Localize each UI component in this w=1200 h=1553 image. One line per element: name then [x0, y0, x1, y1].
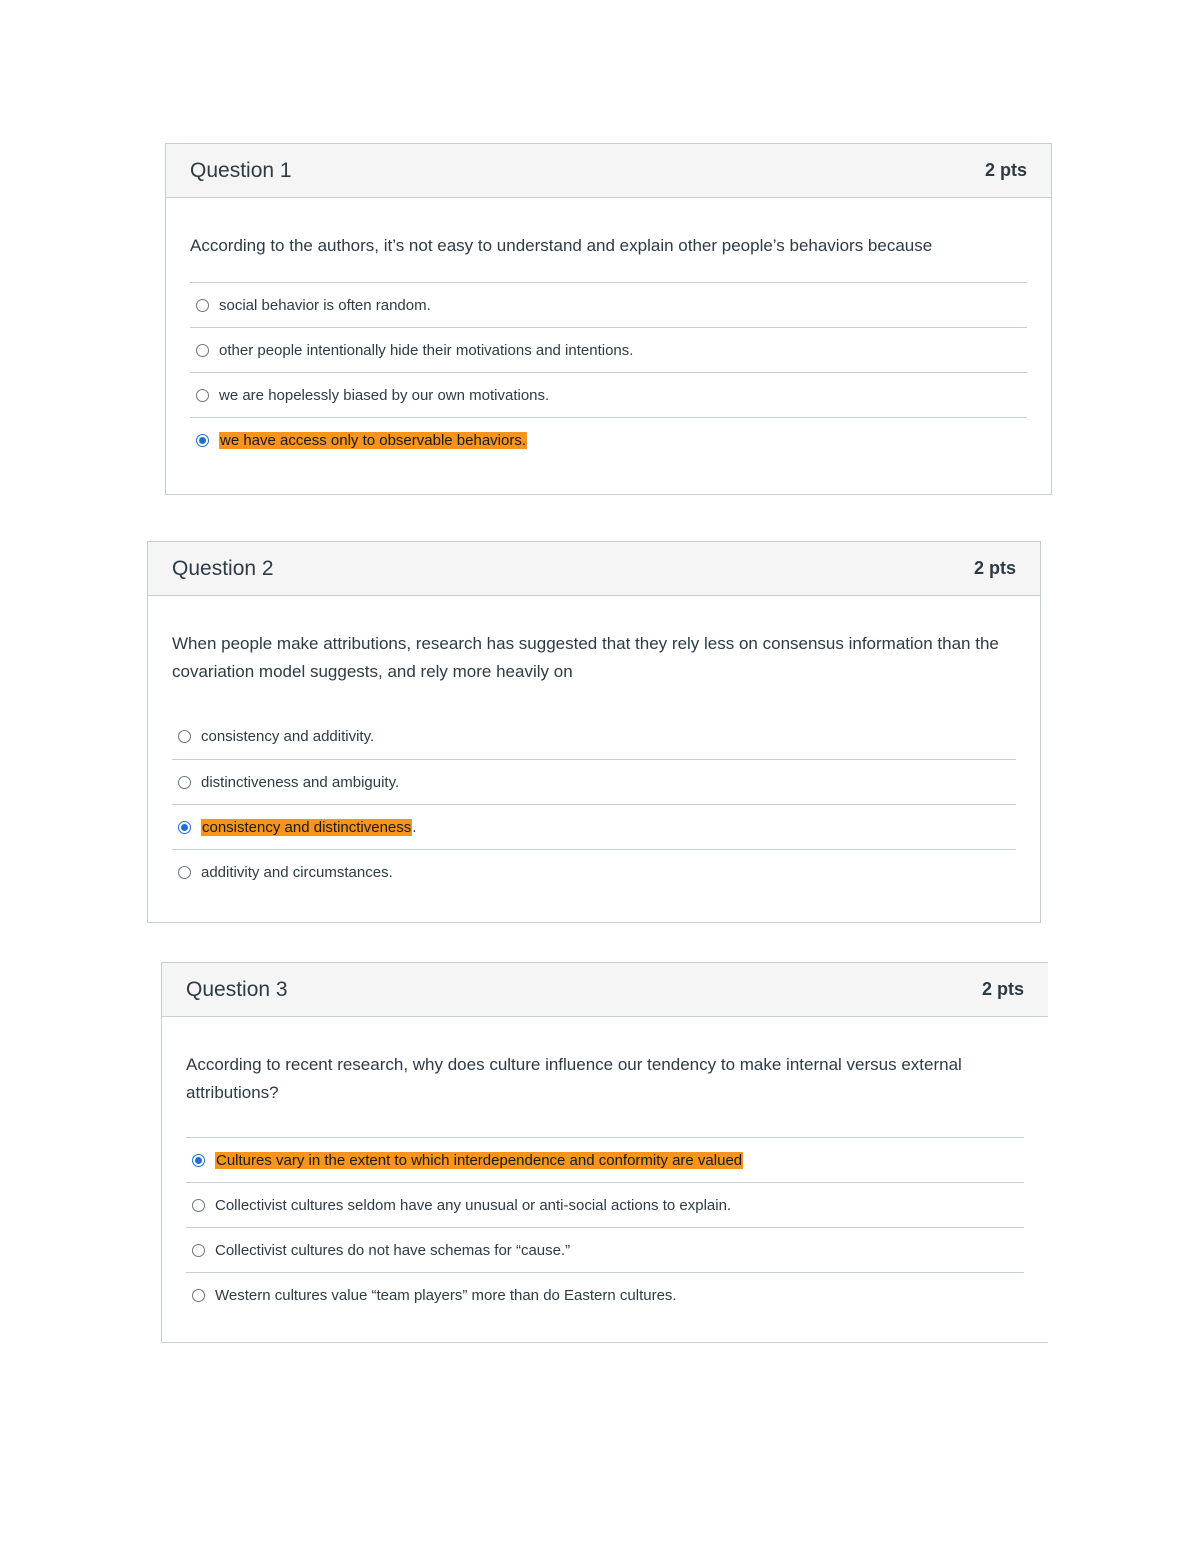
question-body [162, 1017, 1048, 1317]
question-2-card [147, 541, 1041, 923]
radio-button-icon[interactable] [196, 299, 209, 312]
question-title: Question 1 [190, 158, 292, 182]
question-points: 2 pts [984, 160, 1027, 180]
question-header [166, 144, 1051, 198]
answer-list [186, 1137, 1024, 1317]
answer-label: other people intentionally hide their motivations and intentions. [219, 341, 634, 359]
answer-label-highlighted: we have access only to observable behaviors. [220, 431, 527, 449]
question-points: 2 pts [973, 558, 1016, 578]
question-body [166, 198, 1051, 462]
radio-button-icon[interactable] [196, 344, 209, 357]
radio-button-icon[interactable] [196, 389, 209, 402]
radio-button-icon[interactable] [192, 1244, 205, 1257]
answer-label: Collectivist cultures do not have schemas for “cause.” [215, 1241, 571, 1259]
answer-list [190, 282, 1027, 462]
question-points: 2 pts [981, 979, 1024, 999]
answer-label: social behavior is often random. [219, 296, 431, 314]
question-header [162, 963, 1048, 1017]
answer-option-selected[interactable] [190, 417, 1027, 462]
answer-option[interactable] [172, 714, 1016, 759]
question-title: Question 2 [172, 556, 274, 580]
answer-label: consistency and additivity. [201, 728, 375, 745]
answer-option-selected[interactable] [172, 804, 1016, 849]
answer-label: additivity and circumstances. [201, 863, 393, 881]
radio-selected-icon[interactable] [178, 821, 191, 834]
answer-label-suffix: . [412, 818, 417, 836]
answer-label-highlighted: consistency and distinctiveness [202, 818, 412, 836]
radio-button-icon[interactable] [178, 730, 191, 743]
answer-label: Collectivist cultures seldom have any unusual or anti-social actions to explain. [215, 1196, 732, 1214]
radio-button-icon[interactable] [178, 866, 191, 879]
answer-option[interactable] [186, 1227, 1024, 1272]
question-text: According to recent research, why does culture influence our tendency to make internal versus external attributions? [186, 1055, 962, 1102]
radio-button-icon[interactable] [192, 1199, 205, 1212]
radio-button-icon[interactable] [192, 1289, 205, 1302]
answer-label-group [201, 819, 416, 836]
question-body [148, 596, 1040, 894]
question-header [148, 542, 1040, 596]
radio-selected-icon[interactable] [196, 434, 209, 447]
answer-option[interactable] [190, 372, 1027, 417]
question-text: According to the authors, it’s not easy to understand and explain other people’s behaviors because [190, 236, 933, 255]
answer-option[interactable] [172, 759, 1016, 804]
answer-option[interactable] [172, 849, 1016, 894]
answer-label: distinctiveness and ambiguity. [201, 773, 400, 791]
answer-label: Western cultures value “team players” more than do Eastern cultures. [215, 1286, 677, 1304]
radio-selected-icon[interactable] [192, 1154, 205, 1167]
answer-option[interactable] [190, 282, 1027, 327]
answer-option-selected[interactable] [186, 1137, 1024, 1182]
question-text: When people make attributions, research has suggested that they rely less on consensus information than the covariation model suggests, and rely more heavily on [172, 634, 999, 681]
question-1-card [165, 143, 1052, 495]
answer-option[interactable] [186, 1272, 1024, 1317]
question-3-card [161, 962, 1048, 1343]
radio-button-icon[interactable] [178, 776, 191, 789]
answer-label-highlighted: Cultures vary in the extent to which interdependence and conformity are valued [216, 1151, 743, 1169]
answer-option[interactable] [186, 1182, 1024, 1227]
question-title: Question 3 [186, 977, 288, 1001]
answer-option[interactable] [190, 327, 1027, 372]
answer-list [172, 714, 1016, 894]
answer-label: we are hopelessly biased by our own motivations. [219, 386, 550, 404]
